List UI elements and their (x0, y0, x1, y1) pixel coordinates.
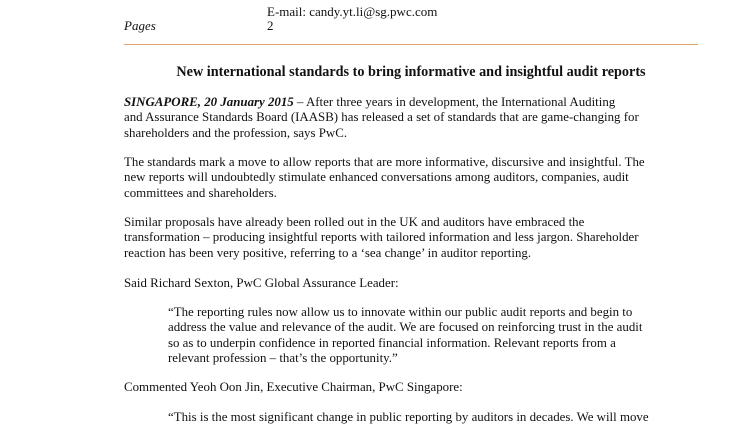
pages-row (0, 18, 746, 33)
attribution-sexton (124, 276, 698, 291)
uk-paragraph (124, 215, 698, 261)
quote2-line-1: “This is the most significant change in public reporting by auditors in decades. We will move (168, 410, 649, 424)
said-2-line: Commented Yeoh Oon Jin, Executive Chairman, PwC Singapore: (124, 380, 463, 394)
intro-line-2: and Assurance Standards Board (IAASB) has released a set of standards that are game-changing for (124, 110, 639, 125)
para3-line-3: reaction has been very positive, referring to a ‘sea change’ in auditor reporting. (124, 245, 532, 260)
standards-paragraph (124, 155, 698, 201)
intro-paragraph (124, 95, 698, 141)
attribution-yeoh (124, 380, 698, 395)
quote1-line-4: relevant profession – that’s the opportunity.” (168, 351, 398, 366)
pages-value: 2 (267, 18, 274, 33)
header-divider (124, 44, 698, 45)
para2-line-2: new reports will undoubtedly stimulate enhanced conversations among auditors, companies, audit (124, 170, 629, 185)
intro-line-3: shareholders and the profession, says PwC. (124, 125, 348, 140)
quote1-line-2: address the value and relevance of the audit. We are focused on reinforcing trust in the audit (168, 320, 643, 335)
intro-line-1 (124, 95, 698, 110)
para3-line-1: Similar proposals have already been rolled out in the UK and auditors have embraced the (124, 215, 585, 229)
release-headline: New international standards to bring informative and insightful audit reports (176, 64, 646, 80)
contact-email-row (0, 4, 746, 19)
quote-sexton (168, 305, 688, 367)
contact-email: E-mail: candy.yt.li@sg.pwc.com (267, 4, 438, 19)
quote1-line-3: so as to underpin confidence in reported financial information. Relevant reports from a (168, 335, 616, 350)
quote-yeoh (168, 410, 688, 425)
para2-line-3: committees and shareholders. (124, 185, 277, 200)
dateline: SINGAPORE, 20 January 2015 (124, 95, 294, 109)
para3-line-2: transformation – producing insightful reports with tailored information and less jargon. Shareholder (124, 230, 639, 245)
said-1-line: Said Richard Sexton, PwC Global Assurance Leader: (124, 276, 399, 290)
pages-label: Pages (124, 18, 156, 33)
intro-line-1-text: – After three years in development, the International Auditing (293, 95, 616, 109)
para2-line-1: The standards mark a move to allow reports that are more informative, discursive and insightful. The (124, 155, 645, 169)
quote1-line-1: “The reporting rules now allow us to innovate within our public audit reports and begin to (168, 305, 633, 319)
